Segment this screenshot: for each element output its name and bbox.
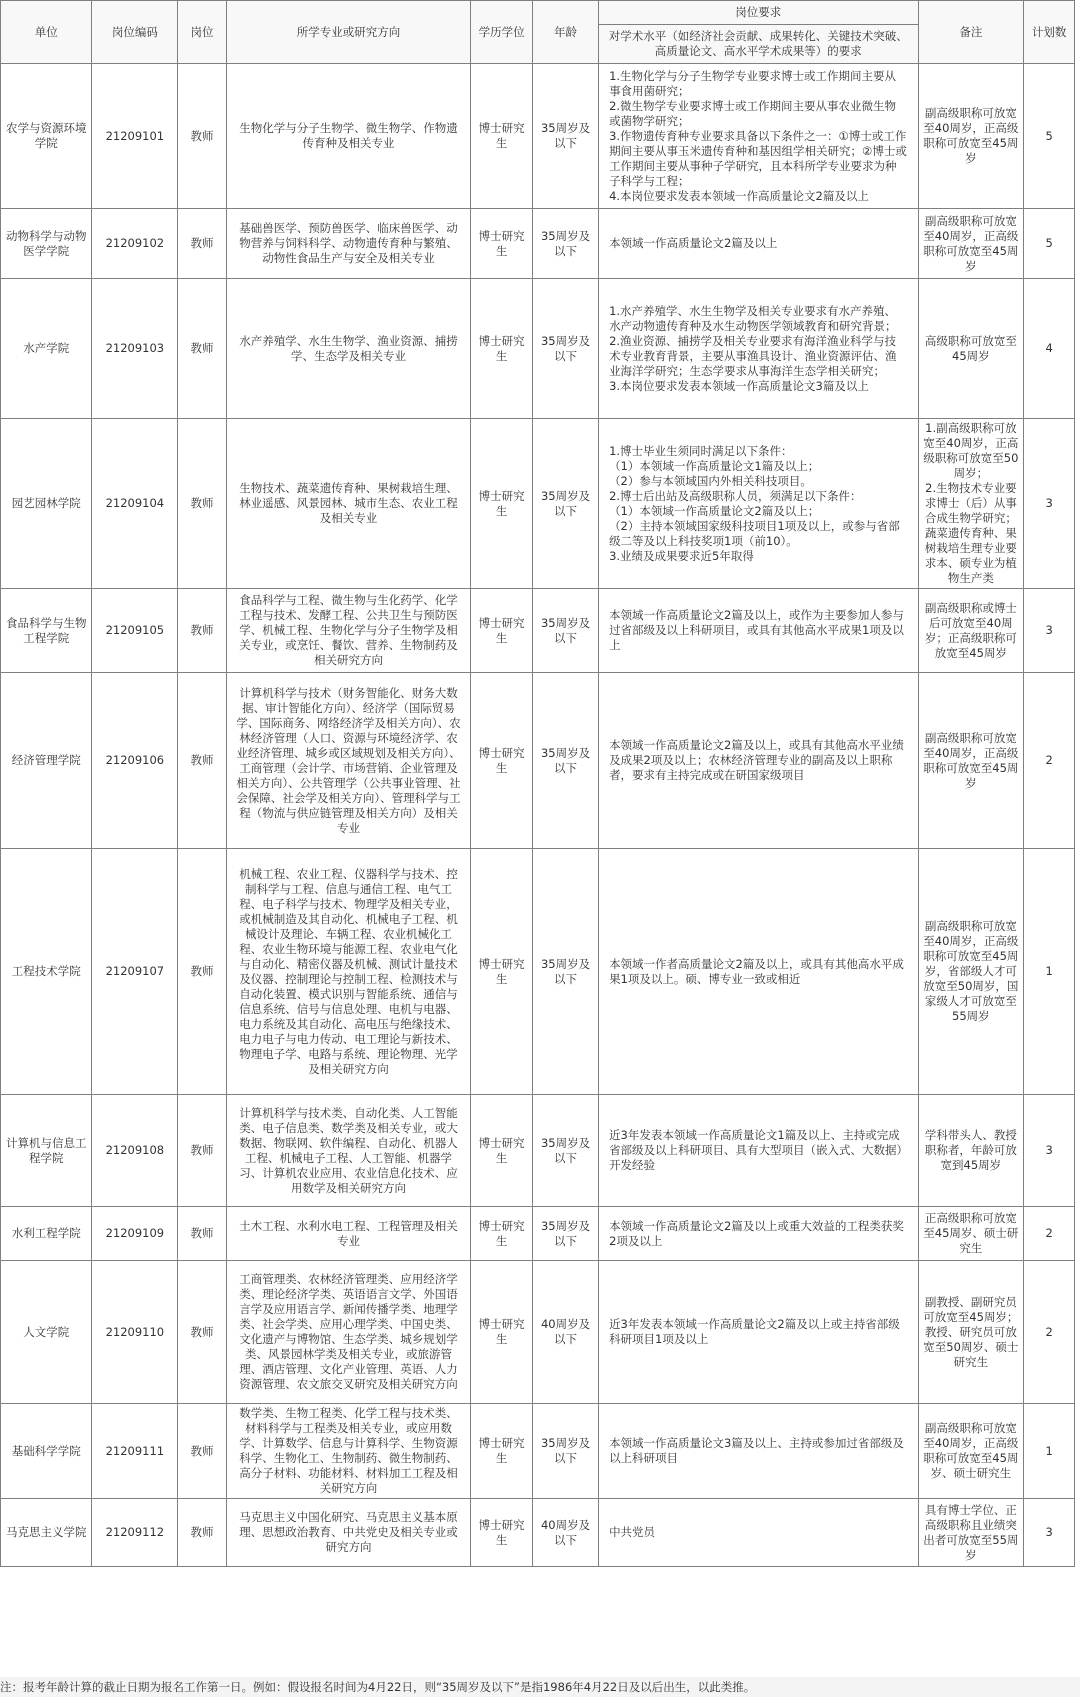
remark-cell: 学科带头人、教授职称者，年龄可放宽到45周岁: [918, 1095, 1024, 1207]
major-cell: 工商管理类、农林经济管理类、应用经济学类、理论经济学类、英语语言文学、外国语言学及应用语言学、新闻传播学类、地理学类、社会学类、应用心理学类、中国史类、文化遗产与博物馆、生态学类、城乡规划学类、风景园林学类及相关专业，或旅游管理、酒店管理、文化产业管理、英语、人力资源管理、农文旅交叉研究及相关研究方向: [226, 1261, 471, 1404]
degree-cell: 博士研究生: [471, 1261, 533, 1404]
count-cell: 5: [1024, 64, 1075, 209]
age-cell: 35周岁及以下: [532, 419, 598, 589]
remark-cell: 副高级职称可放宽至40周岁，正高级职称可放宽至45周岁: [918, 64, 1024, 209]
requirements-cell: 本领域一作高质量论文2篇及以上: [599, 209, 918, 279]
table-row: [1, 1095, 1075, 1207]
major-cell: 食品科学与工程、微生物与生化药学、化学工程与技术、发酵工程、公共卫生与预防医学、机械工程、生物化学与分子生物学及相关专业，或烹饪、餐饮、营养、生物制药及相关研究方向: [226, 589, 471, 673]
count-cell: 4: [1024, 279, 1075, 419]
degree-cell: 博士研究生: [471, 279, 533, 419]
code-cell: 21209106: [92, 673, 178, 849]
count-cell: 1: [1024, 849, 1075, 1095]
code-cell: 21209102: [92, 209, 178, 279]
major-cell: 土木工程、水利水电工程、工程管理及相关专业: [226, 1207, 471, 1261]
remark-cell: 具有博士学位、正高级职称且业绩突出者可放宽至55周岁: [918, 1499, 1024, 1567]
age-cell: 35周岁及以下: [532, 64, 598, 209]
age-cell: 40周岁及以下: [532, 1261, 598, 1404]
code-cell: 21209111: [92, 1404, 178, 1499]
code-cell: 21209104: [92, 419, 178, 589]
requirements-cell: 本领域一作高质量论文2篇及以上，或作为主要参加人参与过省部级及以上科研项目，或具有其他高水平成果1项及以上: [599, 589, 918, 673]
age-cell: 35周岁及以下: [532, 209, 598, 279]
remark-cell: 正高级职称可放宽至45周岁、硕士研究生: [918, 1207, 1024, 1261]
code-cell: 21209101: [92, 64, 178, 209]
remark-cell: 副高级职称可放宽至40周岁，正高级职称可放宽至45周岁: [918, 673, 1024, 849]
count-cell: 3: [1024, 1499, 1075, 1567]
post-cell: 教师: [178, 1095, 226, 1207]
degree-cell: 博士研究生: [471, 209, 533, 279]
requirements-cell: 1.博士毕业生须同时满足以下条件： （1）本领域一作高质量论文1篇及以上； （2）参与本领域国内外相关科技项目。 2.博士后出站及高级职称人员，须满足以下条件： （1）本领域一作高质量论文2篇及以上； （2）主持本领域国家级科技项目1项及以上，或参与省部级二等及以上科技奖项1项（前10）。 3.业绩及成果要求近5年取得: [599, 419, 918, 589]
header-count: 计划数: [1024, 1, 1075, 64]
remark-cell: 副高级职称可放宽至40周岁，正高级职称可放宽至45周岁，省部级人才可放宽至50周岁，国家级人才可放宽至55周岁: [918, 849, 1024, 1095]
requirements-cell: 1.水产养殖学、水生生物学及相关专业要求有水产养殖、水产动物遗传育种及水生动物医学领域教育和研究背景； 2.渔业资源、捕捞学及相关专业要求有海洋渔业科学与技术专业教育背景，主要从事渔具设计、渔业资源评估、渔业海洋学研究；生态学要求从事海洋生态学相关研究； 3.本岗位要求发表本领域一作高质量论文3篇及以上: [599, 279, 918, 419]
table-row: [1, 1499, 1075, 1567]
remark-cell: 高级职称可放宽至45周岁: [918, 279, 1024, 419]
age-cell: 35周岁及以下: [532, 279, 598, 419]
age-cell: 35周岁及以下: [532, 673, 598, 849]
post-cell: 教师: [178, 673, 226, 849]
remark-cell: 副高级职称或博士后可放宽至40周岁；正高级职称可放宽至45周岁: [918, 589, 1024, 673]
unit-cell: 人文学院: [1, 1261, 92, 1404]
unit-cell: 食品科学与生物工程学院: [1, 589, 92, 673]
count-cell: 5: [1024, 209, 1075, 279]
age-cell: 40周岁及以下: [532, 1499, 598, 1567]
major-cell: 水产养殖学、水生生物学、渔业资源、捕捞学、生态学及相关专业: [226, 279, 471, 419]
header-age: 年龄: [532, 1, 598, 64]
degree-cell: 博士研究生: [471, 849, 533, 1095]
post-cell: 教师: [178, 1404, 226, 1499]
age-cell: 35周岁及以下: [532, 1404, 598, 1499]
unit-cell: 水利工程学院: [1, 1207, 92, 1261]
age-cell: 35周岁及以下: [532, 589, 598, 673]
major-cell: 计算机科学与技术（财务智能化、财务大数据、审计智能化方向）、经济学（国际贸易学、国际商务、网络经济学及相关方向）、农林经济管理（人口、资源与环境经济学、农业经济管理、城乡或区域规划及相关方向）、工商管理（会计学、市场营销、企业管理及相关方向）、公共管理学（公共事业管理、社会保障、社会学及相关方向）、管理科学与工程（物流与供应链管理及相关方向）及相关专业: [226, 673, 471, 849]
age-cell: 35周岁及以下: [532, 1207, 598, 1261]
unit-cell: 农学与资源环境学院: [1, 64, 92, 209]
post-cell: 教师: [178, 1261, 226, 1404]
degree-cell: 博士研究生: [471, 589, 533, 673]
unit-cell: 计算机与信息工程学院: [1, 1095, 92, 1207]
table-row: [1, 279, 1075, 419]
table-row: [1, 849, 1075, 1095]
count-cell: 3: [1024, 1095, 1075, 1207]
post-cell: 教师: [178, 589, 226, 673]
header-remarks: 备注: [918, 1, 1024, 64]
age-cell: 35周岁及以下: [532, 1095, 598, 1207]
remark-cell: 副高级职称可放宽至40周岁，正高级职称可放宽至45周岁: [918, 209, 1024, 279]
footnote: 注：报考年龄计算的截止日期为报名工作第一日。例如：假设报名时间为4月22日，则“35周岁及以下”是指1986年4月22日及以后出生，以此类推。: [0, 1677, 1080, 1697]
count-cell: 2: [1024, 1207, 1075, 1261]
major-cell: 生物化学与分子生物学、微生物学、作物遗传育种及相关专业: [226, 64, 471, 209]
degree-cell: 博士研究生: [471, 1499, 533, 1567]
header-requirements-sub: 对学术水平（如经济社会贡献、成果转化、关键技术突破、高质量论文、高水平学术成果等）的要求: [599, 25, 918, 64]
unit-cell: 经济管理学院: [1, 673, 92, 849]
requirements-cell: 中共党员: [599, 1499, 918, 1567]
post-cell: 教师: [178, 209, 226, 279]
table-row: [1, 589, 1075, 673]
table-row: [1, 1261, 1075, 1404]
count-cell: 3: [1024, 419, 1075, 589]
unit-cell: 基础科学学院: [1, 1404, 92, 1499]
requirements-cell: 本领域一作高质量论文2篇及以上或重大效益的工程类获奖2项及以上: [599, 1207, 918, 1261]
major-cell: 数学类、生物工程类、化学工程与技术类、材料科学与工程类及相关专业，或应用数学、计算数学、信息与计算科学、生物资源科学、生物化工、生物制药、微生物制药、高分子材料、功能材料、材料加工工程及相关研究方向: [226, 1404, 471, 1499]
header-degree: 学历学位: [471, 1, 533, 64]
degree-cell: 博士研究生: [471, 1404, 533, 1499]
count-cell: 1: [1024, 1404, 1075, 1499]
post-cell: 教师: [178, 1207, 226, 1261]
unit-cell: 水产学院: [1, 279, 92, 419]
major-cell: 马克思主义中国化研究、马克思主义基本原理、思想政治教育、中共党史及相关专业或研究方向: [226, 1499, 471, 1567]
code-cell: 21209112: [92, 1499, 178, 1567]
count-cell: 3: [1024, 589, 1075, 673]
code-cell: 21209108: [92, 1095, 178, 1207]
code-cell: 21209107: [92, 849, 178, 1095]
remark-cell: 1.副高级职称可放宽至40周岁，正高级职称可放宽至50周岁； 2.生物技术专业要求博士（后）从事合成生物学研究；蔬菜遗传育种、果树栽培生理专业要求本、硕专业为植物生产类: [918, 419, 1024, 589]
remark-cell: 副高级职称可放宽至40周岁，正高级职称可放宽至45周岁、硕士研究生: [918, 1404, 1024, 1499]
degree-cell: 博士研究生: [471, 1095, 533, 1207]
code-cell: 21209109: [92, 1207, 178, 1261]
post-cell: 教师: [178, 279, 226, 419]
table-row: [1, 64, 1075, 209]
major-cell: 机械工程、农业工程、仪器科学与技术、控制科学与工程、信息与通信工程、电气工程、电子科学与技术、物理学及相关专业，或机械制造及其自动化、机械电子工程、机械设计及理论、车辆工程、农业机械化工程、农业生物环境与能源工程、农业电气化与自动化、精密仪器及机械、测试计量技术及仪器、控制理论与控制工程、检测技术与自动化装置、模式识别与智能系统、通信与信息系统、信号与信息处理、电机与电器、电力系统及其自动化、高电压与绝缘技术、电力电子与电力传动、电工理论与新技术、物理电子学、电路与系统、理论物理、光学及相关研究方向: [226, 849, 471, 1095]
post-cell: 教师: [178, 1499, 226, 1567]
requirements-cell: 本领域一作高质量论文3篇及以上、主持或参加过省部级及以上科研项目: [599, 1404, 918, 1499]
table-row: [1, 209, 1075, 279]
age-cell: 35周岁及以下: [532, 849, 598, 1095]
unit-cell: 马克思主义学院: [1, 1499, 92, 1567]
header-unit: 单位: [1, 1, 92, 64]
header-code: 岗位编码: [92, 1, 178, 64]
major-cell: 计算机科学与技术类、自动化类、人工智能类、电子信息类、数学类及相关专业，或大数据、物联网、软件编程、自动化、机器人工程、机械电子工程、人工智能、机器学习、计算机农业应用、农业信息化技术、应用数学及相关研究方向: [226, 1095, 471, 1207]
post-cell: 教师: [178, 849, 226, 1095]
requirements-cell: 本领域一作者高质量论文2篇及以上，或具有其他高水平成果1项及以上。硕、博专业一致或相近: [599, 849, 918, 1095]
requirements-cell: 1.生物化学与分子生物学专业要求博士或工作期间主要从事食用菌研究； 2.微生物学专业要求博士或工作期间主要从事农业微生物或菌物学研究； 3.作物遗传育种专业要求具备以下条件之一：①博士或工作期间主要从事玉米遗传育种和基因组学相关研究；②博士或工作期间主要从事种子学研究，且本科所学专业要求为种子科学与工程； 4.本岗位要求发表本领域一作高质量论文2篇及以上: [599, 64, 918, 209]
table-body: [1, 64, 1075, 1567]
requirements-cell: 近3年发表本领域一作高质量论文2篇及以上或主持省部级科研项目1项及以上: [599, 1261, 918, 1404]
code-cell: 21209110: [92, 1261, 178, 1404]
code-cell: 21209105: [92, 589, 178, 673]
header-requirements: 岗位要求: [599, 1, 918, 25]
major-cell: 基础兽医学、预防兽医学、临床兽医学、动物营养与饲料科学、动物遗传育种与繁殖、动物性食品生产与安全及相关专业: [226, 209, 471, 279]
post-cell: 教师: [178, 64, 226, 209]
requirements-cell: 本领域一作高质量论文2篇及以上，或具有其他高水平业绩及成果2项及以上；农林经济管理专业的副高及以上职称者，要求有主持完成或在研国家级项目: [599, 673, 918, 849]
degree-cell: 博士研究生: [471, 1207, 533, 1261]
degree-cell: 博士研究生: [471, 419, 533, 589]
major-cell: 生物技术、蔬菜遗传育种、果树栽培生理、林业遥感、风景园林、城市生态、农业工程及相关专业: [226, 419, 471, 589]
unit-cell: 工程技术学院: [1, 849, 92, 1095]
degree-cell: 博士研究生: [471, 64, 533, 209]
header-major: 所学专业或研究方向: [226, 1, 471, 64]
header-post: 岗位: [178, 1, 226, 64]
table-row: [1, 1404, 1075, 1499]
table-row: [1, 1207, 1075, 1261]
code-cell: 21209103: [92, 279, 178, 419]
post-cell: 教师: [178, 419, 226, 589]
degree-cell: 博士研究生: [471, 673, 533, 849]
count-cell: 2: [1024, 1261, 1075, 1404]
unit-cell: 动物科学与动物医学学院: [1, 209, 92, 279]
remark-cell: 副教授、副研究员可放宽至45周岁；教授、研究员可放宽至50周岁、硕士研究生: [918, 1261, 1024, 1404]
requirements-cell: 近3年发表本领域一作高质量论文1篇及以上、主持或完成省部级及以上科研项目、具有大型项目（嵌入式、大数据）开发经验: [599, 1095, 918, 1207]
count-cell: 2: [1024, 673, 1075, 849]
table-row: [1, 419, 1075, 589]
unit-cell: 园艺园林学院: [1, 419, 92, 589]
table-row: [1, 673, 1075, 849]
